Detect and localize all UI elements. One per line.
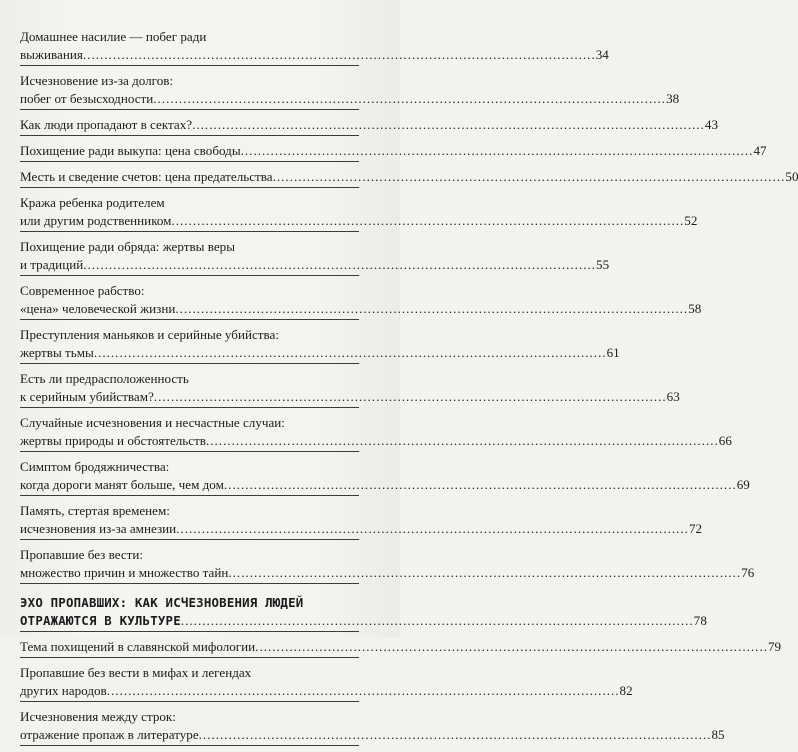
toc-leader-dots: ........................................................................................................................	[205, 433, 719, 448]
toc-entry-title: Похищение ради обряда: жертвы веры	[20, 239, 235, 254]
toc-page-number: 69	[736, 477, 750, 492]
toc-entry-title: Исчезновение из-за долгов:	[20, 73, 174, 88]
toc-entry	[20, 326, 620, 364]
toc-entry-title: «цена» человеческой жизни	[20, 301, 176, 316]
toc-entry	[20, 28, 609, 66]
toc-leader-dots: ........................................................................................................................	[192, 117, 705, 132]
toc-entry-title: Пропавшие без вести в мифах и легендах	[20, 665, 252, 680]
table-of-contents	[20, 28, 798, 752]
toc-entry-title: Случайные исчезновения и несчастные случаи:	[20, 415, 285, 430]
toc-entry	[20, 414, 732, 452]
toc-page-number: 50	[785, 169, 798, 184]
toc-page-number: 76	[741, 565, 755, 580]
toc-entry-title: Кража ребенка родителем	[20, 195, 165, 210]
toc-leader-dots: ........................................................................................................................	[93, 345, 607, 360]
toc-entry-title: выживания	[20, 47, 83, 62]
toc-entry-title: Пропавшие без вести:	[20, 547, 144, 562]
toc-entry-title: Преступления маньяков и серийные убийства:	[20, 327, 279, 342]
toc-leader-dots: ........................................................................................................................	[153, 91, 667, 106]
toc-section-heading	[20, 594, 708, 632]
toc-leader-dots: ........................................................................................................................	[180, 613, 694, 628]
toc-entry-title: отражение пропаж в литературе	[20, 727, 199, 742]
toc-leader-dots: ........................................................................................................................	[176, 521, 689, 536]
toc-entry-title: Современное рабство:	[20, 283, 145, 298]
toc-entry-title: других народов	[20, 683, 107, 698]
toc-page-number: 55	[596, 257, 610, 272]
toc-leader-dots: ........................................................................................................................	[153, 389, 667, 404]
toc-page-number: 34	[595, 47, 609, 62]
toc-page-number: 58	[688, 301, 702, 316]
toc-entry	[20, 458, 750, 496]
toc-entry	[20, 708, 725, 746]
toc-entry-title: жертвы природы и обстоятельств	[20, 433, 206, 448]
toc-entry-title: Симптом бродяжничества:	[20, 459, 170, 474]
toc-entry-title: множество причин и множество тайн	[20, 565, 229, 580]
toc-page-number: 82	[619, 683, 633, 698]
toc-page-number: 43	[704, 117, 718, 132]
toc-leader-dots: ........................................................................................................................	[272, 169, 786, 184]
toc-entry-title: исчезновения из-за амнезии	[20, 521, 177, 536]
toc-entry-title: Домашнее насилие — побег ради	[20, 29, 207, 44]
toc-entry-title: ОТРАЖАЮТСЯ В КУЛЬТУРЕ	[20, 613, 181, 628]
toc-page-number: 52	[684, 213, 698, 228]
toc-entry	[20, 282, 702, 320]
toc-entry-title: жертвы тьмы	[20, 345, 94, 360]
toc-entry-title: или другим родственником	[20, 213, 172, 228]
toc-page-number: 78	[693, 613, 708, 628]
toc-entry-title: и традиций	[20, 257, 84, 272]
toc-entry	[20, 238, 610, 276]
toc-entry	[20, 72, 680, 110]
toc-leader-dots: ........................................................................................................................	[240, 143, 754, 158]
toc-page-number: 47	[753, 143, 767, 158]
toc-entry	[20, 502, 703, 540]
toc-entry-title: ЭХО ПРОПАВШИХ: КАК ИСЧЕЗНОВЕНИЯ ЛЮДЕЙ	[20, 595, 304, 610]
toc-leader-dots: ........................................................................................................................	[223, 477, 737, 492]
toc-entry-title: Тема похищений в славянской мифологии	[20, 639, 256, 654]
toc-entry	[20, 194, 698, 232]
toc-entry-title: Память, стертая временем:	[20, 503, 170, 518]
toc-page-number: 72	[688, 521, 703, 536]
toc-leader-dots: ........................................................................................................................	[82, 47, 596, 62]
toc-entry	[20, 638, 782, 658]
toc-entry-title: к серийным убийствам?	[20, 389, 154, 404]
toc-page-number: 66	[718, 433, 732, 448]
toc-leader-dots: ........................................................................................................................	[198, 727, 712, 742]
toc-section	[20, 594, 708, 632]
toc-leader-dots: ........................................................................................................................	[171, 213, 685, 228]
toc-page-number: 38	[666, 91, 680, 106]
toc-entry	[20, 546, 755, 584]
toc-page-number: 63	[666, 389, 680, 404]
toc-leader-dots: ........................................................................................................................	[83, 257, 597, 272]
toc-leader-dots: ........................................................................................................................	[106, 683, 620, 698]
toc-entry	[20, 168, 798, 188]
toc-entry-title: побег от безысходности	[20, 91, 154, 106]
toc-entry	[20, 116, 718, 136]
toc-entry-title: Как люди пропадают в сектах?	[20, 117, 193, 132]
toc-page-number: 85	[711, 727, 725, 742]
toc-entry-title: Месть и сведение счетов: цена предательства	[20, 169, 273, 184]
toc-entry	[20, 142, 767, 162]
toc-leader-dots: ........................................................................................................................	[228, 565, 742, 580]
toc-leader-dots: ........................................................................................................................	[175, 301, 689, 316]
toc-leader-dots: ........................................................................................................................	[255, 639, 768, 654]
toc-entry	[20, 370, 680, 408]
toc-entry-title: Похищение ради выкупа: цена свободы	[20, 143, 241, 158]
toc-entry-title: Исчезновения между строк:	[20, 709, 176, 724]
toc-entry	[20, 664, 633, 702]
toc-page-number: 61	[606, 345, 620, 360]
toc-entry-title: Есть ли предрасположенность	[20, 371, 189, 386]
toc-page-number: 79	[767, 639, 782, 654]
toc-entry-title: когда дороги манят больше, чем дом	[20, 477, 224, 492]
